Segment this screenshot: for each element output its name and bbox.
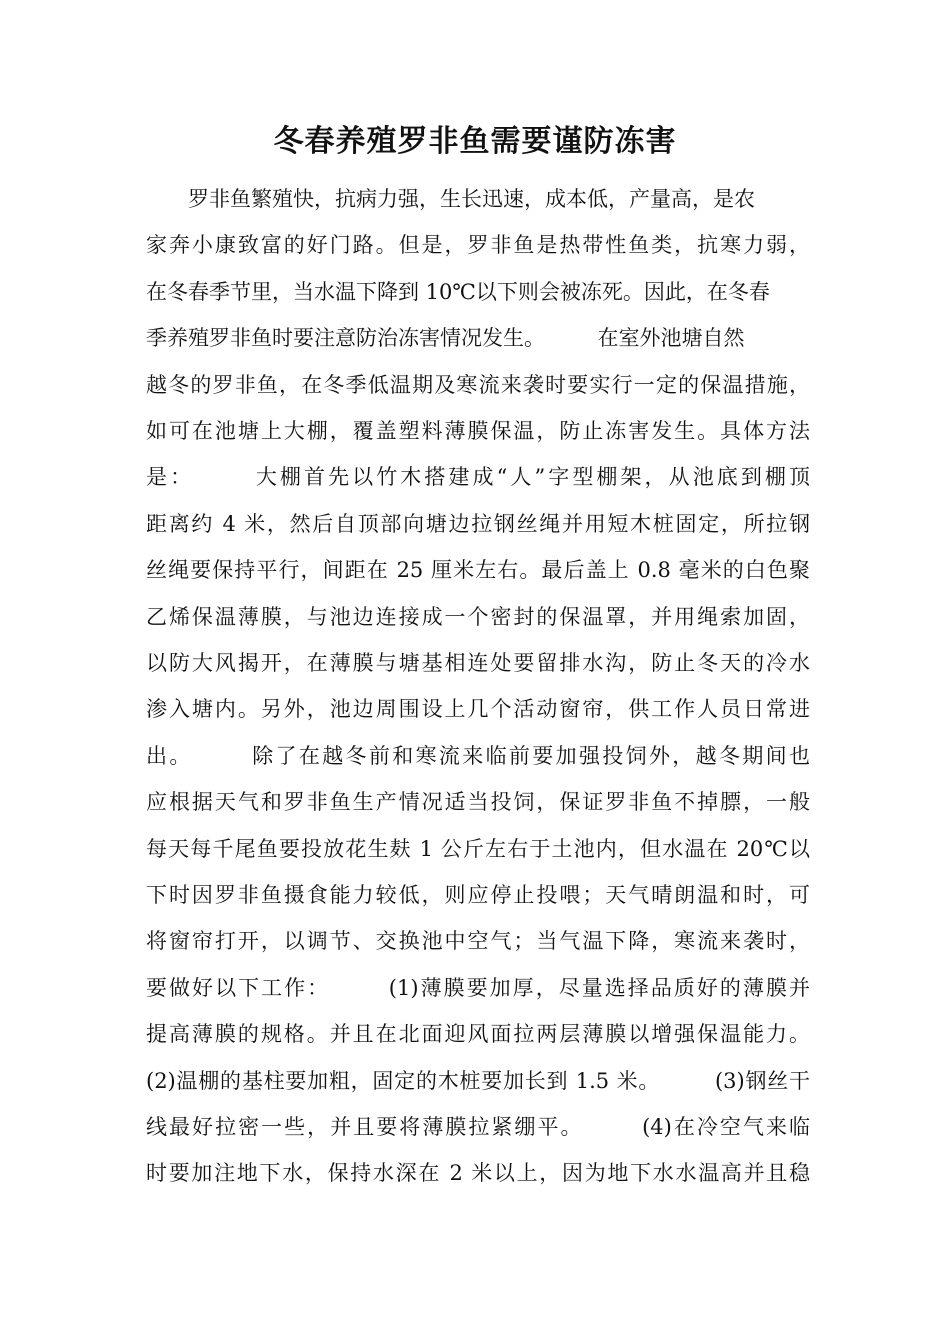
body-line: 要做好以下工作： (1)薄膜要加厚，尽量选择品质好的薄膜并 [146,976,810,1000]
body-line: 应根据天气和罗非鱼生产情况适当投饲，保证罗非鱼不掉膘，一般 [146,790,810,814]
body-line: 是： 大棚首先以竹木搭建成“人”字型棚架，从池底到棚顶 [146,465,810,489]
body-line: 以防大风揭开，在薄膜与塘基相连处要留排水沟，防止冬天的冷水 [146,651,810,675]
body-line: 距离约 4 米，然后自顶部向塘边拉钢丝绳并用短木桩固定，所拉钢 [146,512,810,536]
body-line: 家奔小康致富的好门路。但是，罗非鱼是热带性鱼类，抗寒力弱， [146,233,810,257]
body-line: 越冬的罗非鱼，在冬季低温期及寒流来袭时要实行一定的保温措施， [146,373,810,397]
body-line: 每天每千尾鱼要投放花生麸 1 公斤左右于土池内，但水温在 20℃以 [146,837,810,861]
body-line: 提高薄膜的规格。并且在北面迎风面拉两层薄膜以增强保温能力。 [146,1022,810,1046]
body-line: 在冬春季节里，当水温下降到 10℃以下则会被冻死。因此，在冬春 [146,280,770,304]
body-line: 线最好拉密一些，并且要将薄膜拉紧绷平。 (4)在冷空气来临 [146,1115,810,1139]
body-line: 季养殖罗非鱼时要注意防治冻害情况发生。 在室外池塘自然 [146,326,745,350]
body-line: 将窗帘打开，以调节、交换池中空气；当气温下降，寒流来袭时， [146,929,810,953]
body-line: 出。 除了在越冬前和寒流来临前要加强投饲外，越冬期间也 [146,744,810,768]
body-line: 渗入塘内。另外，池边周围设上几个活动窗帘，供工作人员日常进 [146,697,810,721]
body-line: 丝绳要保持平行，间距在 25 厘米左右。最后盖上 0.8 毫米的白色聚 [146,558,810,582]
body-line: 乙烯保温薄膜，与池边连接成一个密封的保温罩，并用绳索加固， [146,605,810,629]
body-line: (2)温棚的基柱要加粗，固定的木桩要加长到 1.5 米。 (3)钢丝干 [146,1069,810,1093]
body-line: 如可在池塘上大棚，覆盖塑料薄膜保温，防止冻害发生。具体方法 [146,419,810,443]
document-title: 冬春养殖罗非鱼需要谨防冻害 [273,124,677,159]
body-line: 下时因罗非鱼摄食能力较低，则应停止投喂；天气晴朗温和时，可 [146,883,810,907]
body-line: 罗非鱼繁殖快，抗病力强，生长迅速，成本低，产量高，是农 [146,187,755,211]
body-line: 时要加注地下水，保持水深在 2 米以上，因为地下水水温高并且稳 [146,1161,810,1185]
